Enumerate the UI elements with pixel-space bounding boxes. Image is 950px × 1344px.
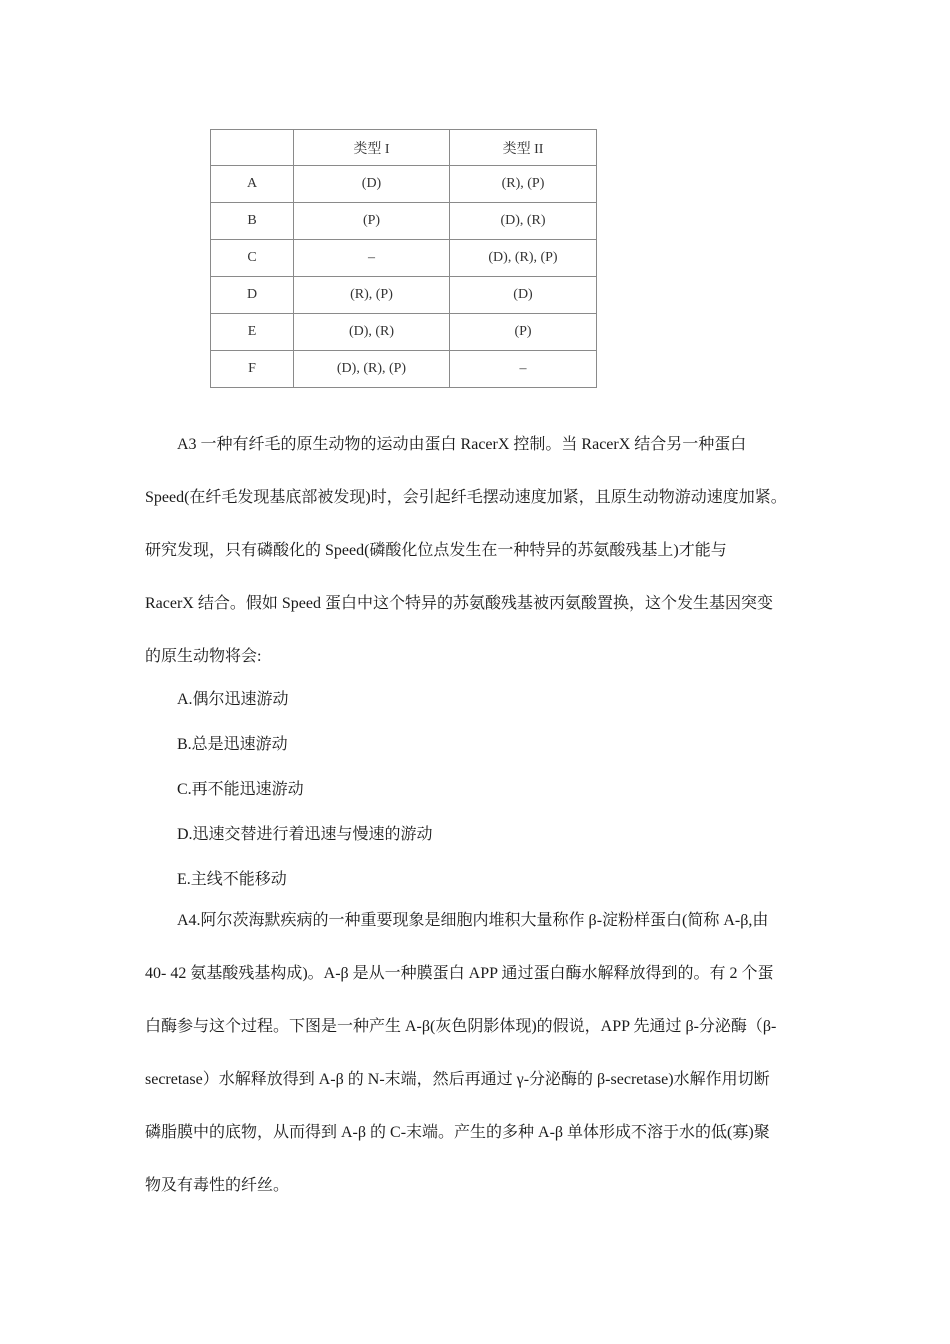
type2-cell: –: [450, 351, 597, 388]
table-row: [211, 166, 597, 203]
option-b: B.总是迅速游动: [177, 736, 288, 753]
table-row: [211, 203, 597, 240]
question-a3-stem: [145, 418, 805, 683]
option-e: E.主线不能移动: [177, 871, 287, 888]
stem-line: Speed(在纤毛发现基底部被发现)时，会引起纤毛摆动速度加紧，且原生动物游动速度加紧。: [145, 489, 787, 506]
stem-line: 的原生动物将会:: [145, 648, 262, 665]
table-header-cell: 类型 I: [294, 130, 450, 166]
stem-line: A3 一种有纤毛的原生动物的运动由蛋白 RacerX 控制。当 RacerX 结合另一种蛋白: [177, 436, 747, 453]
table-row: [211, 240, 597, 277]
option-c: C.再不能迅速游动: [177, 781, 304, 798]
stem-line: secretase）水解释放得到 A-β 的 N-末端，然后再通过 γ-分泌酶的 β-secretase)水解作用切断: [145, 1071, 770, 1088]
row-label: A: [211, 166, 294, 203]
row-label: C: [211, 240, 294, 277]
stem-line: 磷脂膜中的底物，从而得到 A-β 的 C-末端。产生的多种 A-β 单体形成不溶于水的低(寡)聚: [145, 1124, 770, 1141]
type1-cell: (R), (P): [294, 277, 450, 314]
stem-line: 物及有毒性的纤丝。: [145, 1177, 290, 1194]
stem-line: RacerX 结合。假如 Speed 蛋白中这个特异的苏氨酸残基被丙氨酸置换，这个发生基因突变: [145, 595, 773, 612]
type2-cell: (D), (R): [450, 203, 597, 240]
table-row: [211, 277, 597, 314]
question-a4-stem: [145, 894, 805, 1212]
option-a: A.偶尔迅速游动: [177, 691, 289, 708]
answer-table: [210, 129, 597, 388]
row-label: F: [211, 351, 294, 388]
type2-cell: (D), (R), (P): [450, 240, 597, 277]
type2-cell: (R), (P): [450, 166, 597, 203]
stem-line: 研究发现，只有磷酸化的 Speed(磷酸化位点发生在一种特异的苏氨酸残基上)才能与: [145, 542, 727, 559]
type1-cell: (D), (R), (P): [294, 351, 450, 388]
type1-cell: (P): [294, 203, 450, 240]
table-header-cell: [211, 130, 294, 166]
option-d: D.迅速交替进行着迅速与慢速的游动: [177, 826, 433, 843]
table-row: [211, 314, 597, 351]
row-label: B: [211, 203, 294, 240]
row-label: D: [211, 277, 294, 314]
stem-line: 白酶参与这个过程。下图是一种产生 A-β(灰色阴影体现)的假说，APP 先通过 β-分泌酶（β-: [145, 1018, 777, 1035]
type1-cell: (D): [294, 166, 450, 203]
type1-cell: (D), (R): [294, 314, 450, 351]
type2-cell: (D): [450, 277, 597, 314]
type1-cell: –: [294, 240, 450, 277]
stem-line: 40- 42 氨基酸残基构成)。A-β 是从一种膜蛋白 APP 通过蛋白酶水解释放得到的。有 2 个蛋: [145, 965, 774, 982]
row-label: E: [211, 314, 294, 351]
stem-line: A4.阿尔茨海默疾病的一种重要现象是细胞内堆积大量称作 β-淀粉样蛋白(简称 A-β,由: [177, 912, 769, 929]
table-row: [211, 351, 597, 388]
type2-cell: (P): [450, 314, 597, 351]
table-header-row: [211, 130, 597, 166]
table-header-cell: 类型 II: [450, 130, 597, 166]
